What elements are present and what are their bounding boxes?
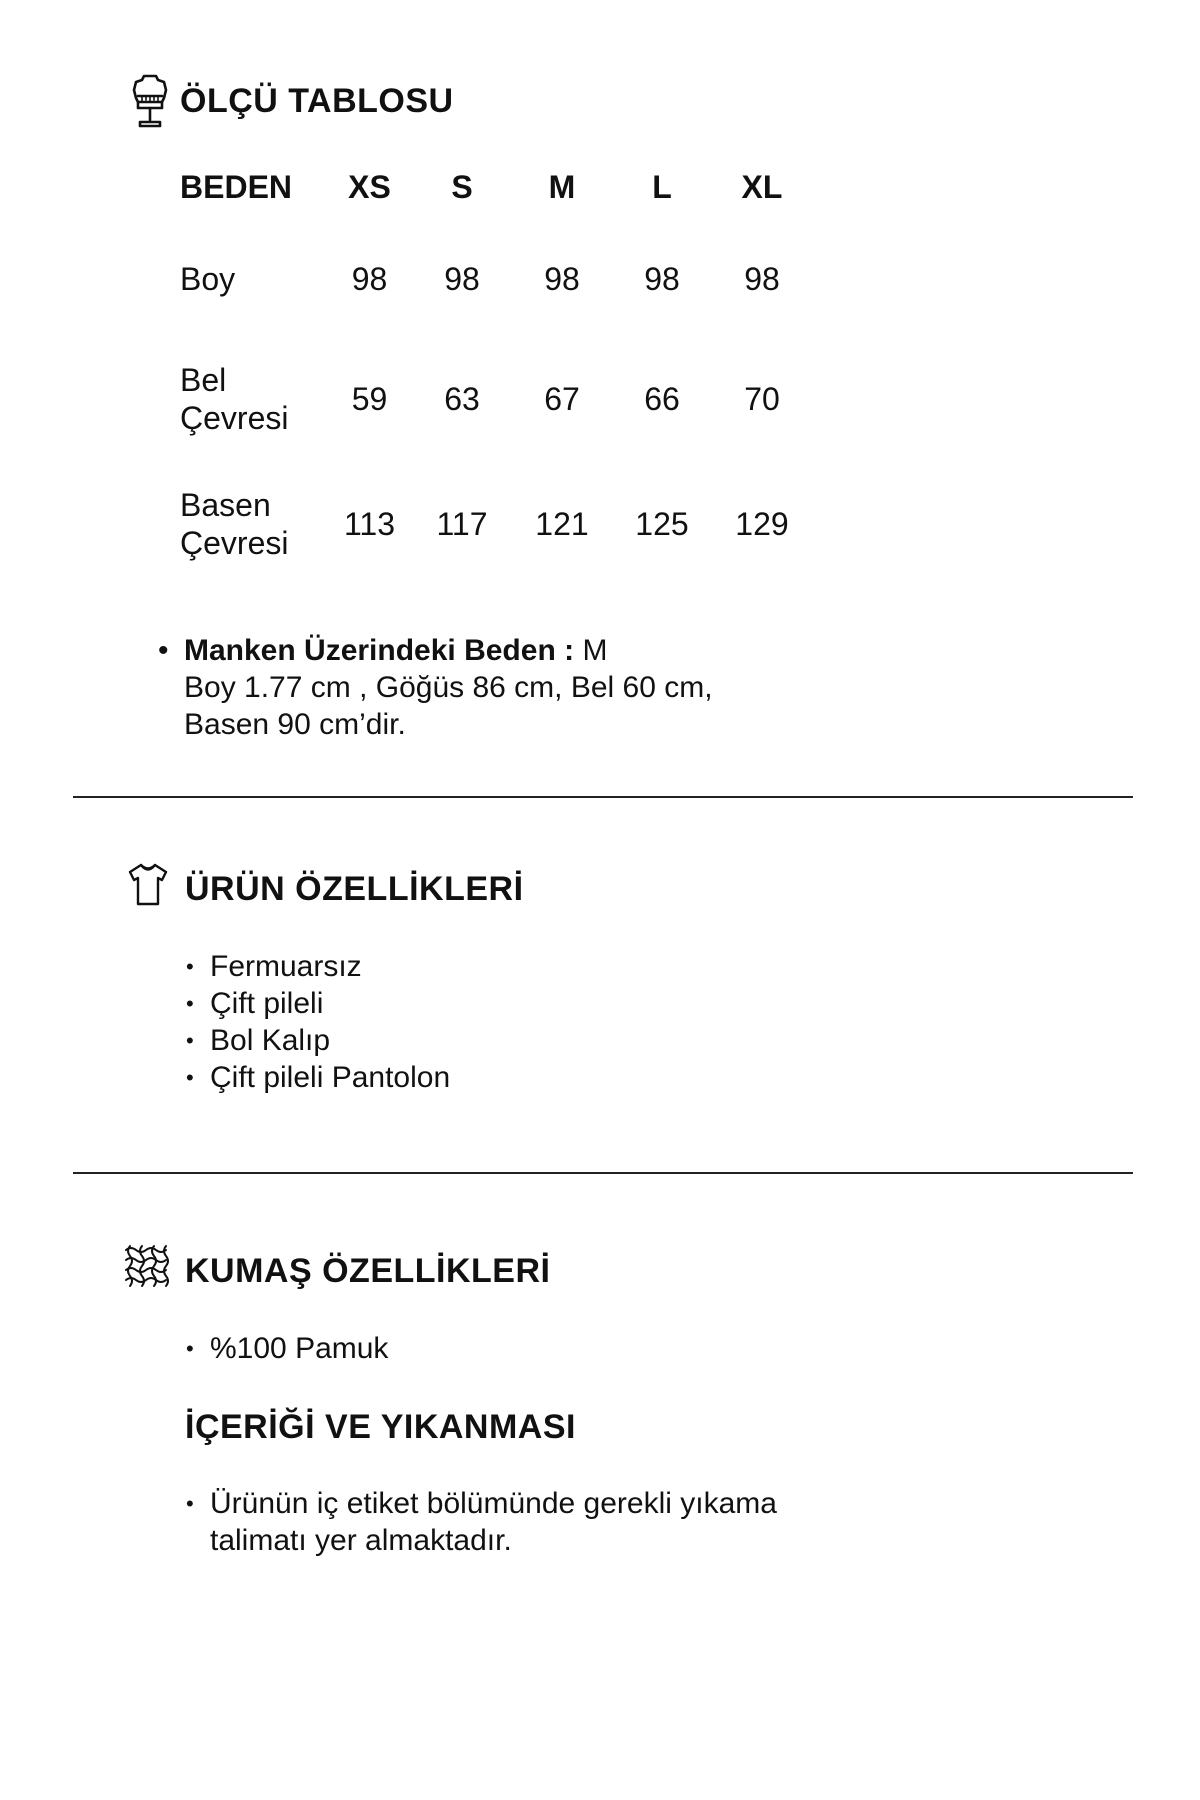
table-cell: 98 xyxy=(744,260,780,297)
table-cell: 59 xyxy=(351,380,388,417)
row-label-boy xyxy=(180,214,332,344)
table-cell: 98 xyxy=(444,260,480,297)
row-label-basen-cevresi xyxy=(180,454,332,594)
table-cell: 113 xyxy=(343,505,395,542)
care-list xyxy=(186,1485,826,1559)
care-title: İÇERİĞİ VE YIKANMASI xyxy=(185,1408,576,1446)
size-header-xl: XL xyxy=(741,168,783,205)
size-header-s: S xyxy=(451,168,473,205)
size-header-label: BEDEN xyxy=(180,168,293,205)
size-header-l: L xyxy=(652,168,672,205)
row-label-line: Basen xyxy=(180,487,271,523)
table-cell: 98 xyxy=(544,260,580,297)
row-label-line: Çevresi xyxy=(180,525,289,561)
table-cell: 98 xyxy=(351,260,388,297)
table-row-boy xyxy=(180,214,807,344)
table-row-basen-cevresi xyxy=(180,454,807,594)
size-table xyxy=(180,160,807,594)
table-cell: 66 xyxy=(644,380,680,417)
model-note-line-3: Basen 90 cm’dir. xyxy=(184,708,406,741)
table-row-bel-cevresi xyxy=(180,344,807,454)
section-divider xyxy=(73,796,1133,798)
table-cell: 125 xyxy=(635,505,689,542)
list-item: • Bol Kalıp xyxy=(186,1022,450,1059)
table-cell: 70 xyxy=(744,380,780,417)
mannequin-tape-icon xyxy=(128,72,172,128)
size-chart-title: ÖLÇÜ TABLOSU xyxy=(180,82,454,120)
model-note-line-2: Boy 1.77 cm , Göğüs 86 cm, Bel 60 cm, xyxy=(184,671,713,704)
model-size-note xyxy=(158,632,713,743)
fabric-weave-icon xyxy=(122,1242,172,1292)
table-cell: 98 xyxy=(644,260,680,297)
bullet: • xyxy=(158,634,169,667)
row-label-line: Boy xyxy=(180,261,236,297)
table-cell: 129 xyxy=(735,505,789,542)
row-label-bel-cevresi xyxy=(180,344,332,454)
product-features-list xyxy=(186,948,450,1096)
size-header-xs: XS xyxy=(348,168,391,205)
model-note-label: Manken Üzerindeki Beden : xyxy=(184,634,575,667)
row-label-line: Çevresi xyxy=(180,400,289,436)
model-note-line-1 xyxy=(184,632,713,669)
table-cell: 117 xyxy=(436,505,488,542)
list-item: • Ürünün iç etiket bölümünde gerekli yıkama talimatı yer almaktadır. xyxy=(186,1485,826,1559)
row-label-line: Bel xyxy=(180,362,227,398)
list-item: • Fermuarsız xyxy=(186,948,450,985)
list-item: • Çift pileli xyxy=(186,985,450,1022)
table-cell: 63 xyxy=(444,380,480,417)
size-table-header-row xyxy=(180,160,807,214)
section-divider xyxy=(73,1172,1133,1174)
fabric-features-list xyxy=(186,1330,388,1367)
product-features-title: ÜRÜN ÖZELLİKLERİ xyxy=(185,870,524,908)
list-item: • Çift pileli Pantolon xyxy=(186,1059,450,1096)
size-header-m: M xyxy=(548,168,576,205)
model-note-value: M xyxy=(582,634,608,667)
table-cell: 121 xyxy=(535,505,589,542)
table-cell: 67 xyxy=(544,380,580,417)
list-item: • %100 Pamuk xyxy=(186,1330,388,1367)
tshirt-icon xyxy=(124,860,172,908)
fabric-features-title: KUMAŞ ÖZELLİKLERİ xyxy=(185,1252,551,1290)
